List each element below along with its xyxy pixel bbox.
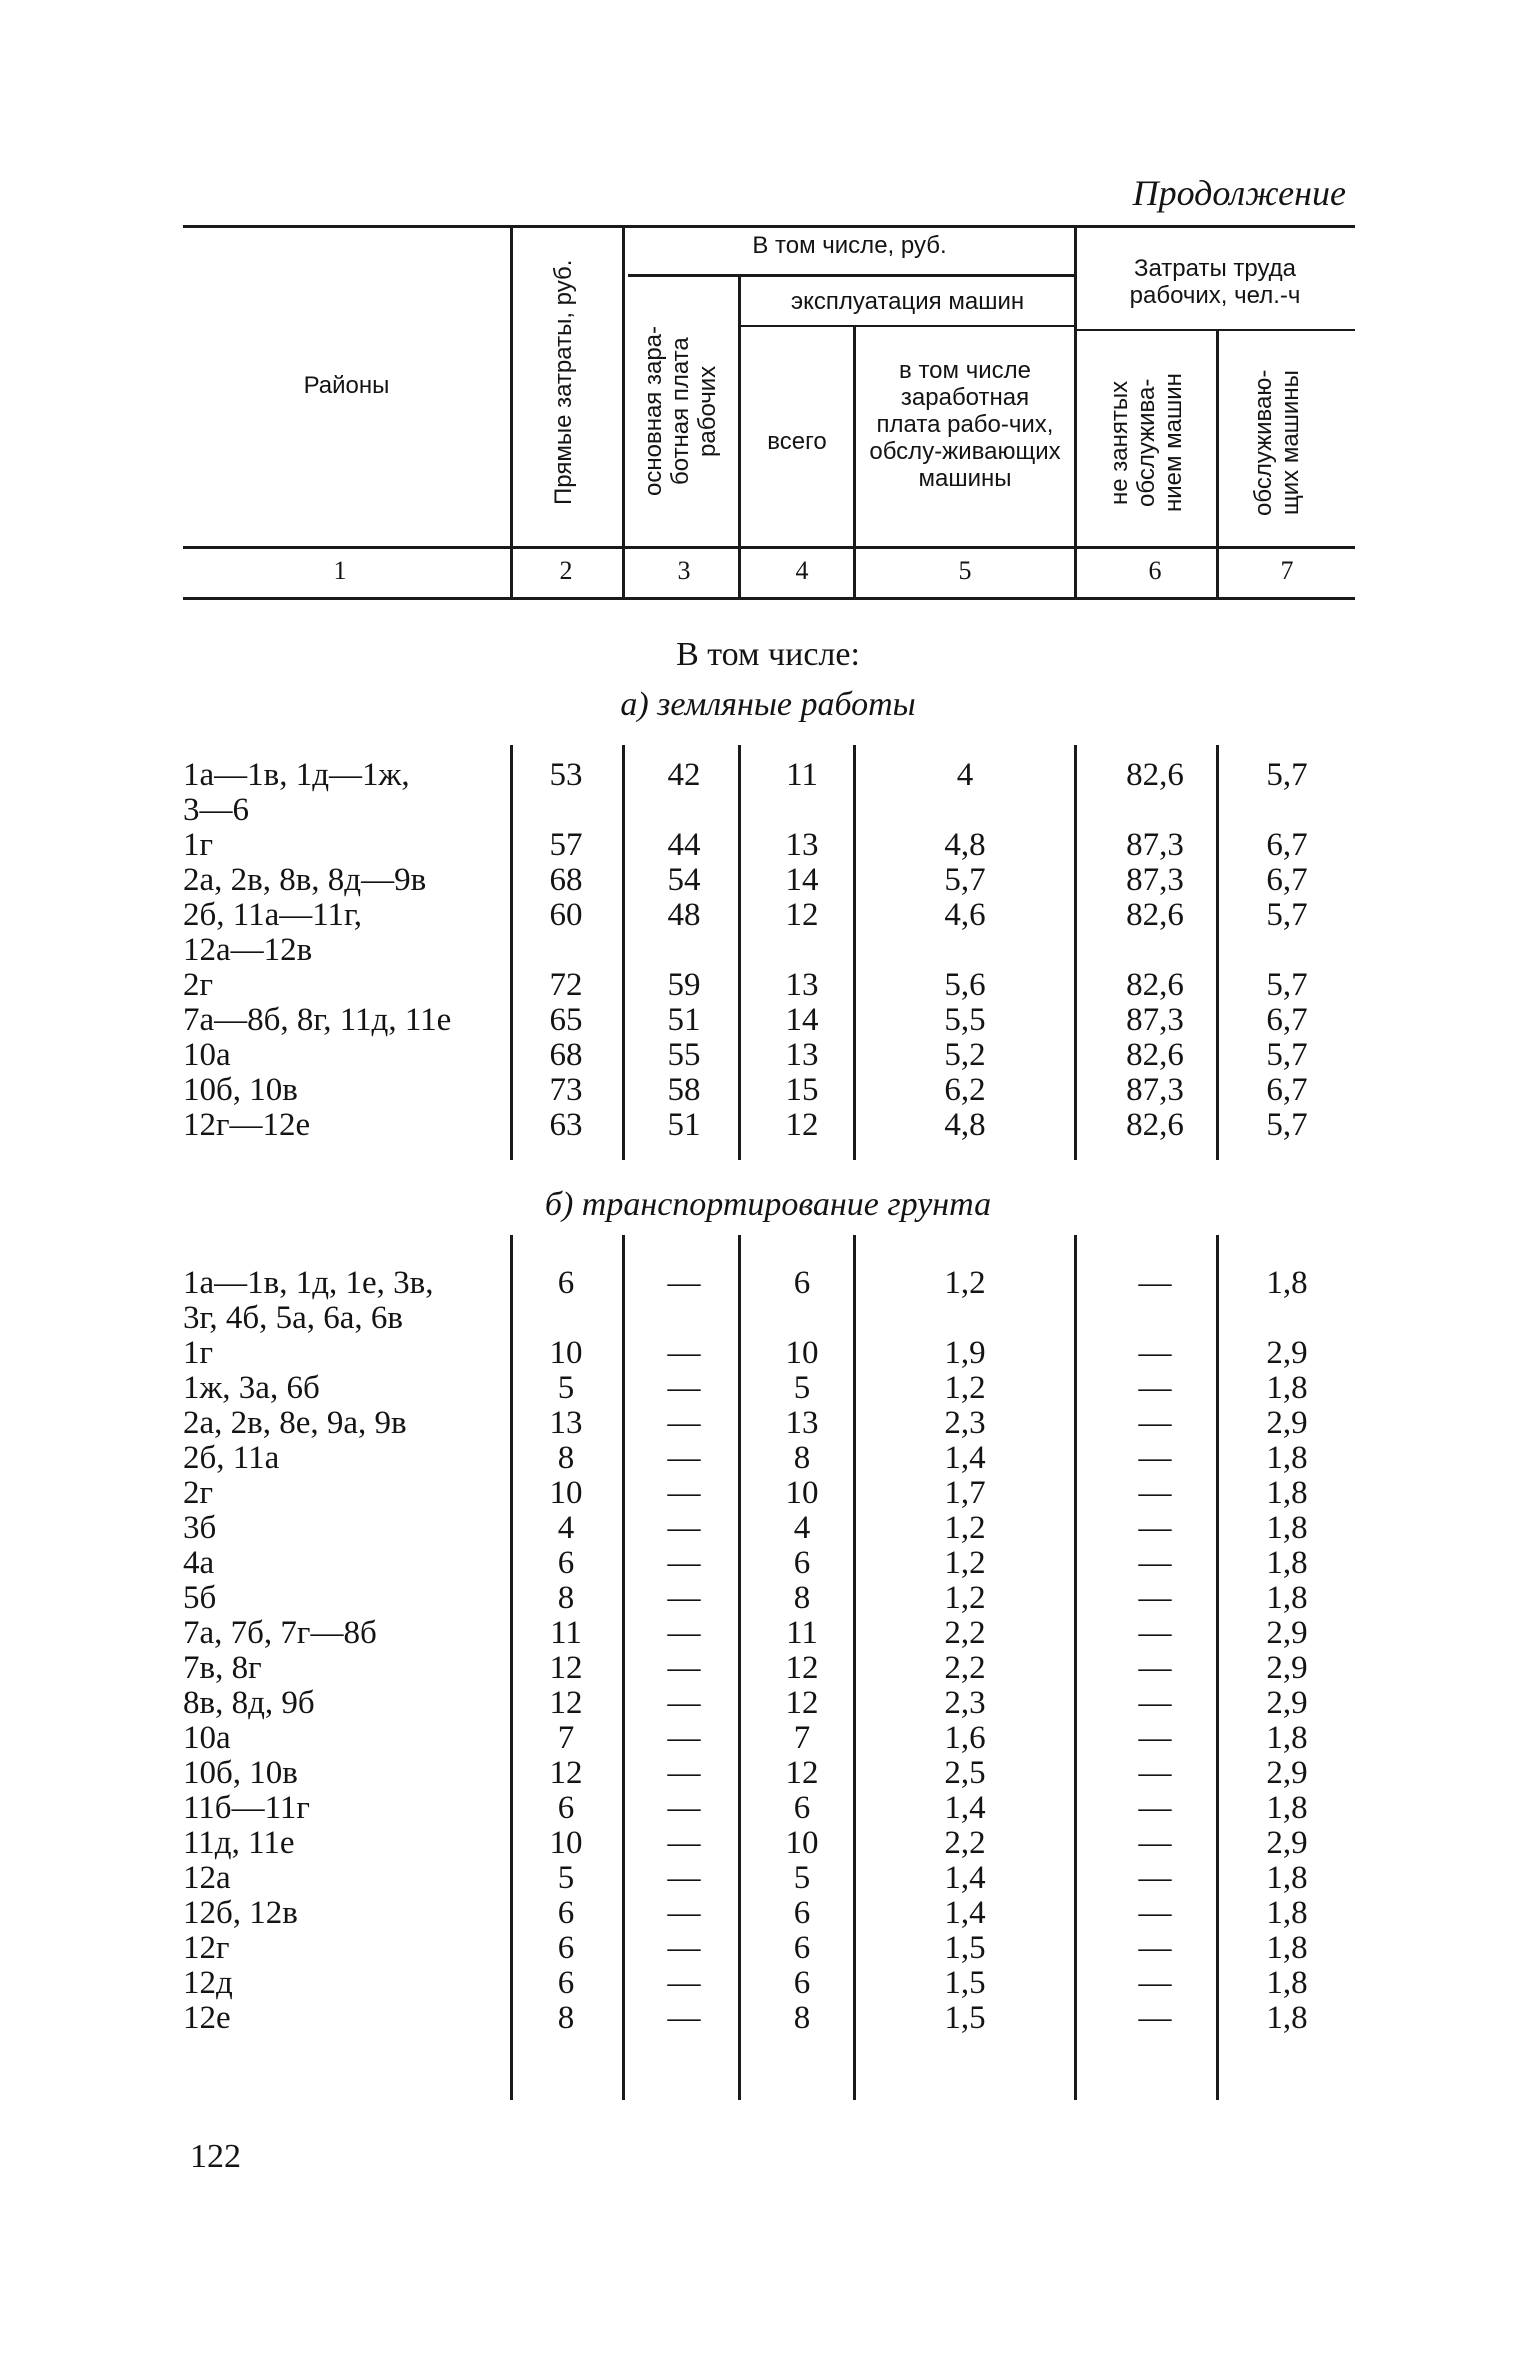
value-cell-v6: —: [1138, 1440, 1172, 1476]
value-cell-v6: —: [1138, 1475, 1172, 1511]
value-cell-v3: —: [667, 1930, 701, 1966]
value-cell-v5: 1,5: [944, 2000, 986, 2036]
value-cell-v3: —: [667, 1965, 701, 2001]
value-cell-v7: 2,9: [1266, 1335, 1308, 1371]
value-cell-v4: 8: [793, 1440, 811, 1476]
region-cell: 12б, 12в: [183, 1895, 298, 1931]
section-a-divider-2: [622, 745, 625, 1160]
value-cell-v7: 1,8: [1266, 1895, 1308, 1931]
region-cell: 2а, 2в, 8е, 9а, 9в: [183, 1405, 407, 1441]
value-cell-v2: 7: [557, 1720, 575, 1756]
value-cell-v7: 1,8: [1266, 1580, 1308, 1616]
value-cell-v4: 5: [793, 1860, 811, 1896]
value-cell-v5: 2,2: [944, 1650, 986, 1686]
value-cell-v2: 6: [557, 1545, 575, 1581]
value-cell-v5: 1,7: [944, 1475, 986, 1511]
value-cell-v3: —: [667, 1265, 701, 1301]
value-cell-v6: —: [1138, 1930, 1172, 1966]
region-cell: 2а, 2в, 8в, 8д—9в: [183, 862, 427, 898]
value-cell-v5: 6,2: [944, 1072, 986, 1108]
region-cell: 10а: [183, 1037, 231, 1073]
region-cell: 5б: [183, 1580, 217, 1616]
value-cell-v6: —: [1138, 1370, 1172, 1406]
region-cell: 7в, 8г: [183, 1650, 262, 1686]
value-cell-v7: 1,8: [1266, 1545, 1308, 1581]
value-cell-v4: 6: [793, 1545, 811, 1581]
column-number-3: 3: [677, 556, 691, 585]
value-cell-v4: 10: [785, 1825, 819, 1861]
value-cell-v2: 63: [549, 1107, 583, 1143]
value-cell-v4: 12: [785, 897, 819, 933]
value-cell-v2: 8: [557, 2000, 575, 2036]
header-regions: Районы: [303, 372, 390, 399]
value-cell-v6: —: [1138, 1580, 1172, 1616]
value-cell-v5: 1,5: [944, 1930, 986, 1966]
value-cell-v3: —: [667, 1790, 701, 1826]
value-cell-v5: 1,4: [944, 1790, 986, 1826]
value-cell-v6: —: [1138, 1790, 1172, 1826]
region-cell: 12д: [183, 1965, 233, 2001]
value-cell-v6: —: [1138, 1650, 1172, 1686]
value-cell-v6: 87,3: [1126, 1002, 1184, 1038]
value-cell-v2: 73: [549, 1072, 583, 1108]
header-divider-2: [622, 228, 625, 598]
value-cell-v6: —: [1138, 1405, 1172, 1441]
section-b-divider-5: [1074, 1235, 1077, 2100]
value-cell-v2: 8: [557, 1440, 575, 1476]
value-cell-v5: 4,8: [944, 827, 986, 863]
column-number-5: 5: [958, 556, 972, 585]
section-b-divider-4: [853, 1235, 856, 2100]
value-cell-v4: 6: [793, 1930, 811, 1966]
section-a-divider-1: [510, 745, 513, 1160]
header-bottom-rule: [183, 546, 1355, 549]
value-cell-v3: 54: [667, 862, 701, 898]
section-b-divider-3: [738, 1235, 741, 2100]
value-cell-v4: 14: [785, 862, 819, 898]
value-cell-v7: 1,8: [1266, 1790, 1308, 1826]
value-cell-v4: 10: [785, 1475, 819, 1511]
value-cell-v2: 60: [549, 897, 583, 933]
value-cell-v3: 58: [667, 1072, 701, 1108]
value-cell-v7: 6,7: [1266, 1072, 1308, 1108]
column-number-2: 2: [559, 556, 573, 585]
region-cell: 10б, 10в: [183, 1755, 298, 1791]
value-cell-v5: 1,2: [944, 1370, 986, 1406]
header-divider-1: [510, 228, 513, 598]
value-cell-v3: —: [667, 1825, 701, 1861]
value-cell-v3: 44: [667, 827, 701, 863]
region-cell: 12а: [183, 1860, 231, 1896]
value-cell-v6: —: [1138, 1720, 1172, 1756]
value-cell-v4: 4: [793, 1510, 811, 1546]
value-cell-v3: 42: [667, 757, 701, 793]
value-cell-v2: 10: [549, 1475, 583, 1511]
value-cell-v7: 2,9: [1266, 1615, 1308, 1651]
value-cell-v3: —: [667, 1370, 701, 1406]
value-cell-v3: 55: [667, 1037, 701, 1073]
value-cell-v6: —: [1138, 1510, 1172, 1546]
region-cell: 2б, 11а—11г, 12а—12в: [183, 897, 363, 968]
value-cell-v3: —: [667, 2000, 701, 2036]
region-cell: 3б: [183, 1510, 217, 1546]
value-cell-v5: 4,6: [944, 897, 986, 933]
value-cell-v2: 12: [549, 1755, 583, 1791]
value-cell-v6: —: [1138, 2000, 1172, 2036]
region-cell: 1г: [183, 1335, 214, 1371]
value-cell-v3: 51: [667, 1002, 701, 1038]
value-cell-v4: 12: [785, 1685, 819, 1721]
header-base-wage: основная зара- ботная плата рабочих: [640, 326, 721, 497]
value-cell-v7: 2,9: [1266, 1755, 1308, 1791]
value-cell-v2: 65: [549, 1002, 583, 1038]
value-cell-v3: —: [667, 1545, 701, 1581]
value-cell-v6: —: [1138, 1965, 1172, 2001]
region-cell: 10а: [183, 1720, 231, 1756]
value-cell-v5: 1,2: [944, 1545, 986, 1581]
value-cell-v6: 82,6: [1126, 1037, 1184, 1073]
region-cell: 4а: [183, 1545, 215, 1581]
value-cell-v2: 6: [557, 1790, 575, 1826]
value-cell-v7: 1,8: [1266, 1965, 1308, 2001]
value-cell-v5: 1,2: [944, 1510, 986, 1546]
value-cell-v5: 5,5: [944, 1002, 986, 1038]
value-cell-v7: 6,7: [1266, 827, 1308, 863]
value-cell-v5: 1,4: [944, 1440, 986, 1476]
value-cell-v5: 5,6: [944, 967, 986, 1003]
value-cell-v7: 2,9: [1266, 1650, 1308, 1686]
value-cell-v2: 6: [557, 1895, 575, 1931]
value-cell-v3: —: [667, 1895, 701, 1931]
value-cell-v4: 12: [785, 1755, 819, 1791]
table-numbers-rule: [183, 597, 1355, 600]
section-intro: В том числе:: [676, 636, 860, 673]
value-cell-v4: 8: [793, 2000, 811, 2036]
value-cell-v2: 6: [557, 1965, 575, 2001]
value-cell-v6: —: [1138, 1615, 1172, 1651]
value-cell-v6: 87,3: [1126, 862, 1184, 898]
section-b-divider-1: [510, 1235, 513, 2100]
value-cell-v3: —: [667, 1440, 701, 1476]
value-cell-v5: 4,8: [944, 1107, 986, 1143]
value-cell-v4: 6: [793, 1790, 811, 1826]
value-cell-v7: 5,7: [1266, 897, 1308, 933]
value-cell-v4: 6: [793, 1965, 811, 2001]
region-cell: 7а, 7б, 7г—8б: [183, 1615, 377, 1651]
value-cell-v3: —: [667, 1405, 701, 1441]
value-cell-v5: 4: [956, 757, 974, 793]
value-cell-v7: 1,8: [1266, 1510, 1308, 1546]
value-cell-v2: 5: [557, 1860, 575, 1896]
value-cell-v2: 53: [549, 757, 583, 793]
value-cell-v2: 6: [557, 1265, 575, 1301]
value-cell-v4: 7: [793, 1720, 811, 1756]
value-cell-v3: —: [667, 1615, 701, 1651]
value-cell-v3: —: [667, 1755, 701, 1791]
value-cell-v4: 14: [785, 1002, 819, 1038]
value-cell-v5: 5,7: [944, 862, 986, 898]
header-serving: обслуживаю- щих машины: [1250, 369, 1304, 517]
value-cell-v7: 1,8: [1266, 1475, 1308, 1511]
header-subgroup-rule: [738, 325, 1074, 327]
value-cell-v2: 68: [549, 862, 583, 898]
value-cell-v2: 4: [557, 1510, 575, 1546]
region-cell: 12г: [183, 1930, 230, 1966]
column-number-6: 6: [1148, 556, 1162, 585]
value-cell-v6: —: [1138, 1755, 1172, 1791]
value-cell-v7: 2,9: [1266, 1405, 1308, 1441]
header-labor-group: Затраты труда рабочих, чел.-ч: [1129, 255, 1301, 309]
header-machine-wage: в том числе заработная плата рабо-чих, обслу-живающих машины: [869, 357, 1061, 492]
region-cell: 2г: [183, 1475, 214, 1511]
value-cell-v4: 11: [786, 1615, 818, 1651]
value-cell-v3: 48: [667, 897, 701, 933]
section-a-divider-4: [853, 745, 856, 1160]
value-cell-v2: 68: [549, 1037, 583, 1073]
value-cell-v5: 1,4: [944, 1895, 986, 1931]
value-cell-v4: 13: [785, 1405, 819, 1441]
value-cell-v5: 2,5: [944, 1755, 986, 1791]
value-cell-v5: 2,3: [944, 1685, 986, 1721]
region-cell: 1а—1в, 1д—1ж, 3—6: [183, 757, 410, 828]
value-cell-v7: 5,7: [1266, 1107, 1308, 1143]
value-cell-v7: 1,8: [1266, 1370, 1308, 1406]
section-a-divider-3: [738, 745, 741, 1160]
value-cell-v7: 5,7: [1266, 1037, 1308, 1073]
value-cell-v2: 57: [549, 827, 583, 863]
value-cell-v2: 72: [549, 967, 583, 1003]
value-cell-v2: 13: [549, 1405, 583, 1441]
value-cell-v7: 1,8: [1266, 1265, 1308, 1301]
value-cell-v5: 2,3: [944, 1405, 986, 1441]
value-cell-v2: 10: [549, 1825, 583, 1861]
value-cell-v3: —: [667, 1685, 701, 1721]
value-cell-v6: —: [1138, 1685, 1172, 1721]
value-cell-v4: 13: [785, 967, 819, 1003]
value-cell-v6: 87,3: [1126, 1072, 1184, 1108]
value-cell-v4: 12: [785, 1650, 819, 1686]
header-not-busy: не занятых обслужива- нием машин: [1106, 373, 1187, 513]
region-cell: 8в, 8д, 9б: [183, 1685, 315, 1721]
page-number: 122: [190, 2138, 241, 2175]
header-machine-group: эксплуатация машин: [790, 288, 1025, 315]
header-total: всего: [767, 428, 827, 455]
header-divider-4: [853, 327, 856, 598]
value-cell-v4: 11: [786, 757, 818, 793]
value-cell-v7: 1,8: [1266, 1720, 1308, 1756]
value-cell-v3: —: [667, 1650, 701, 1686]
value-cell-v5: 1,4: [944, 1860, 986, 1896]
region-cell: 2г: [183, 967, 214, 1003]
value-cell-v7: 1,8: [1266, 1860, 1308, 1896]
value-cell-v2: 10: [549, 1335, 583, 1371]
value-cell-v2: 11: [550, 1615, 582, 1651]
value-cell-v3: 51: [667, 1107, 701, 1143]
value-cell-v6: 82,6: [1126, 757, 1184, 793]
value-cell-v4: 8: [793, 1580, 811, 1616]
value-cell-v5: 1,5: [944, 1965, 986, 2001]
value-cell-v4: 6: [793, 1895, 811, 1931]
value-cell-v6: —: [1138, 1825, 1172, 1861]
value-cell-v7: 1,8: [1266, 2000, 1308, 2036]
value-cell-v4: 15: [785, 1072, 819, 1108]
region-cell: 11д, 11е: [183, 1825, 295, 1861]
section-b-title: б) транспортирование грунта: [544, 1186, 992, 1223]
value-cell-v4: 5: [793, 1370, 811, 1406]
value-cell-v5: 1,6: [944, 1720, 986, 1756]
value-cell-v5: 2,2: [944, 1825, 986, 1861]
value-cell-v2: 8: [557, 1580, 575, 1616]
value-cell-v4: 12: [785, 1107, 819, 1143]
value-cell-v3: 59: [667, 967, 701, 1003]
value-cell-v3: —: [667, 1510, 701, 1546]
column-number-7: 7: [1280, 556, 1294, 585]
value-cell-v6: —: [1138, 1335, 1172, 1371]
region-cell: 11б—11г: [183, 1790, 310, 1826]
value-cell-v2: 5: [557, 1370, 575, 1406]
column-number-4: 4: [795, 556, 809, 585]
value-cell-v4: 13: [785, 1037, 819, 1073]
header-direct-costs: Прямые затраты, руб.: [550, 259, 577, 505]
header-divider-5: [1074, 228, 1077, 598]
region-cell: 10б, 10в: [183, 1072, 298, 1108]
region-cell: 1а—1в, 1д, 1е, 3в, 3г, 4б, 5а, 6а, 6в: [183, 1265, 434, 1336]
value-cell-v5: 2,2: [944, 1615, 986, 1651]
value-cell-v7: 1,8: [1266, 1440, 1308, 1476]
value-cell-v7: 6,7: [1266, 862, 1308, 898]
value-cell-v7: 5,7: [1266, 967, 1308, 1003]
value-cell-v5: 5,2: [944, 1037, 986, 1073]
value-cell-v6: —: [1138, 1860, 1172, 1896]
value-cell-v6: —: [1138, 1265, 1172, 1301]
value-cell-v5: 1,2: [944, 1580, 986, 1616]
value-cell-v7: 2,9: [1266, 1685, 1308, 1721]
value-cell-v6: 82,6: [1126, 897, 1184, 933]
region-cell: 2б, 11а: [183, 1440, 280, 1476]
section-b-divider-2: [622, 1235, 625, 2100]
region-cell: 1ж, 3а, 6б: [183, 1370, 320, 1406]
value-cell-v5: 1,9: [944, 1335, 986, 1371]
value-cell-v6: —: [1138, 1895, 1172, 1931]
region-cell: 7а—8б, 8г, 11д, 11е: [183, 1002, 452, 1038]
table-top-rule: [183, 225, 1355, 228]
value-cell-v7: 1,8: [1266, 1930, 1308, 1966]
column-number-1: 1: [333, 556, 347, 585]
value-cell-v5: 1,2: [944, 1265, 986, 1301]
value-cell-v3: —: [667, 1720, 701, 1756]
continuation-label: Продолжение: [1132, 173, 1346, 213]
value-cell-v6: —: [1138, 1545, 1172, 1581]
value-cell-v3: —: [667, 1580, 701, 1616]
section-a-divider-5: [1074, 745, 1077, 1160]
header-incl-group: В том числе, руб.: [752, 232, 947, 259]
value-cell-v3: —: [667, 1335, 701, 1371]
value-cell-v6: 82,6: [1126, 1107, 1184, 1143]
header-group-rule: [628, 274, 1074, 277]
value-cell-v3: —: [667, 1860, 701, 1896]
value-cell-v3: —: [667, 1475, 701, 1511]
value-cell-v4: 13: [785, 827, 819, 863]
value-cell-v4: 10: [785, 1335, 819, 1371]
value-cell-v6: 82,6: [1126, 967, 1184, 1003]
region-cell: 12е: [183, 2000, 231, 2036]
value-cell-v6: 87,3: [1126, 827, 1184, 863]
value-cell-v2: 6: [557, 1930, 575, 1966]
section-a-title: а) земляные работы: [620, 686, 916, 723]
region-cell: 1г: [183, 827, 214, 863]
value-cell-v2: 12: [549, 1650, 583, 1686]
value-cell-v7: 5,7: [1266, 757, 1308, 793]
value-cell-v7: 2,9: [1266, 1825, 1308, 1861]
value-cell-v7: 6,7: [1266, 1002, 1308, 1038]
region-cell: 12г—12е: [183, 1107, 311, 1143]
value-cell-v4: 6: [793, 1265, 811, 1301]
value-cell-v2: 12: [549, 1685, 583, 1721]
